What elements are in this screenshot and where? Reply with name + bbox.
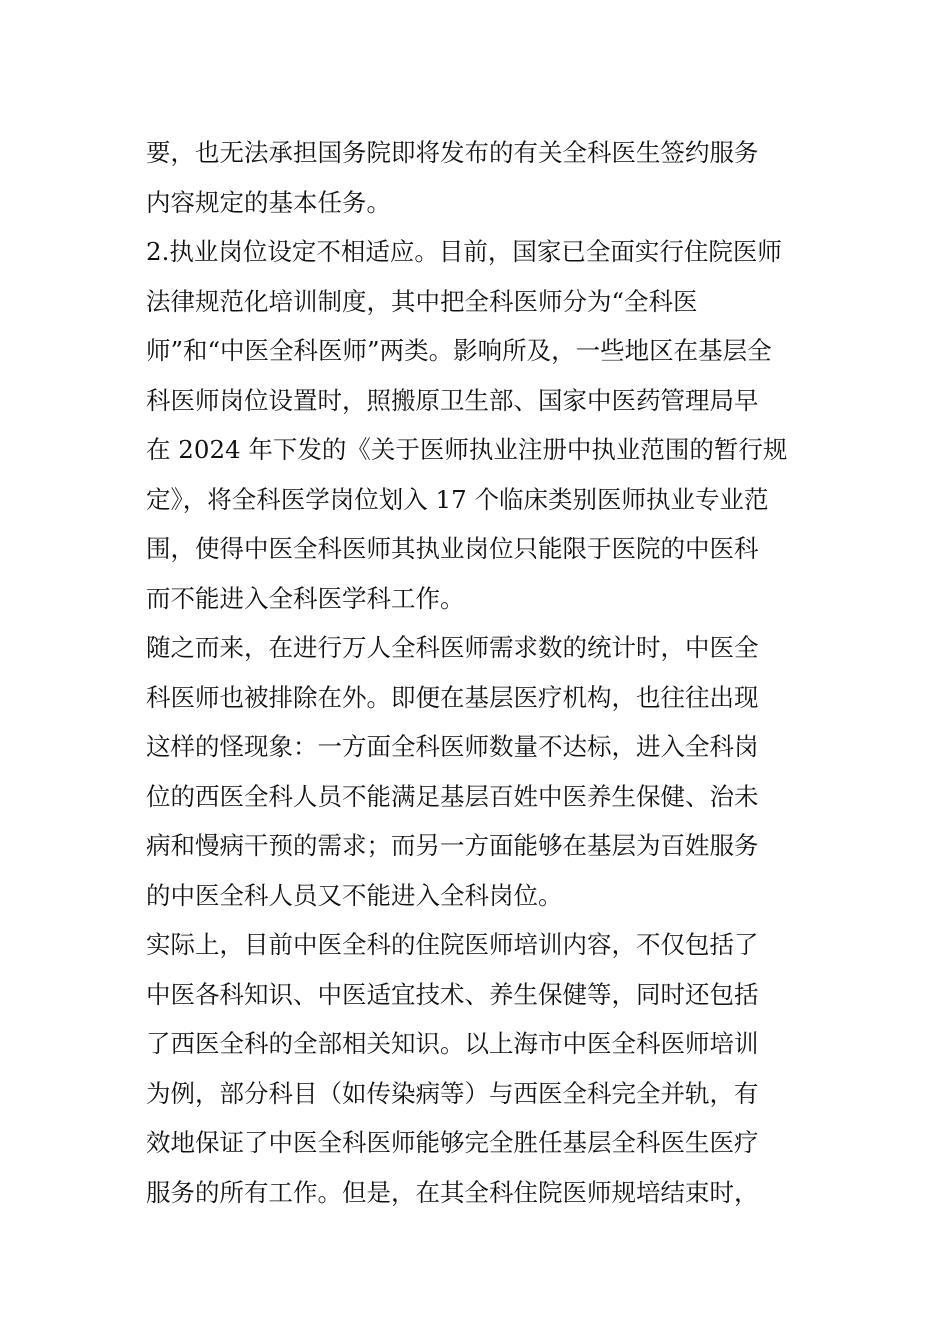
text-line: 病和慢病干预的需求；而另一方面能够在基层为百姓服务 bbox=[146, 831, 759, 860]
text-line: 2.执业岗位设定不相适应。目前，国家已全面实行住院医师 bbox=[146, 237, 782, 266]
text-line: 实际上，目前中医全科的住院医师培训内容，不仅包括了 bbox=[146, 930, 759, 959]
text-line: 要，也无法承担国务院即将发布的有关全科医生签约服务 bbox=[146, 138, 759, 167]
text-line: 在 2024 年下发的《关于医师执业注册中执业范围的暂行规 bbox=[146, 435, 788, 464]
text-line: 为例，部分科目（如传染病等）与西医全科完全并轨，有 bbox=[146, 1078, 759, 1108]
text-line: 师”和“中医全科医师”两类。影响所及，一些地区在基层全 bbox=[146, 336, 772, 365]
document-body bbox=[146, 128, 816, 1217]
text-line: 中医各科知识、中医适宜技术、养生保健等，同时还包括 bbox=[146, 979, 759, 1009]
text-line: 科医师岗位设置时，照搬原卫生部、国家中医药管理局早 bbox=[146, 385, 759, 415]
text-line: 定》，将全科医学岗位划入 17 个临床类别医师执业专业范 bbox=[146, 484, 769, 514]
text-line: 效地保证了中医全科医师能够完全胜任基层全科医生医疗 bbox=[146, 1128, 759, 1157]
text-line: 随之而来，在进行万人全科医师需求数的统计时，中医全 bbox=[146, 633, 759, 662]
text-line: 内容规定的基本任务。 bbox=[146, 187, 391, 217]
text-line: 服务的所有工作。但是，在其全科住院医师规培结束时， bbox=[146, 1177, 759, 1207]
text-line: 而不能进入全科医学科工作。 bbox=[146, 583, 465, 613]
text-line: 法律规范化培训制度，其中把全科医师分为“全科医 bbox=[146, 286, 698, 316]
text-line: 位的西医全科人员不能满足基层百姓中医养生保健、治未 bbox=[146, 781, 759, 811]
text-line: 的中医全科人员又不能进入全科岗位。 bbox=[146, 880, 563, 910]
text-line: 围，使得中医全科医师其执业岗位只能限于医院的中医科 bbox=[146, 534, 759, 563]
text-line: 这样的怪现象：一方面全科医师数量不达标，进入全科岗 bbox=[146, 732, 759, 761]
text-line: 了西医全科的全部相关知识。以上海市中医全科医师培训 bbox=[146, 1029, 759, 1058]
text-line: 科医师也被排除在外。即便在基层医疗机构，也往往出现 bbox=[146, 682, 759, 712]
